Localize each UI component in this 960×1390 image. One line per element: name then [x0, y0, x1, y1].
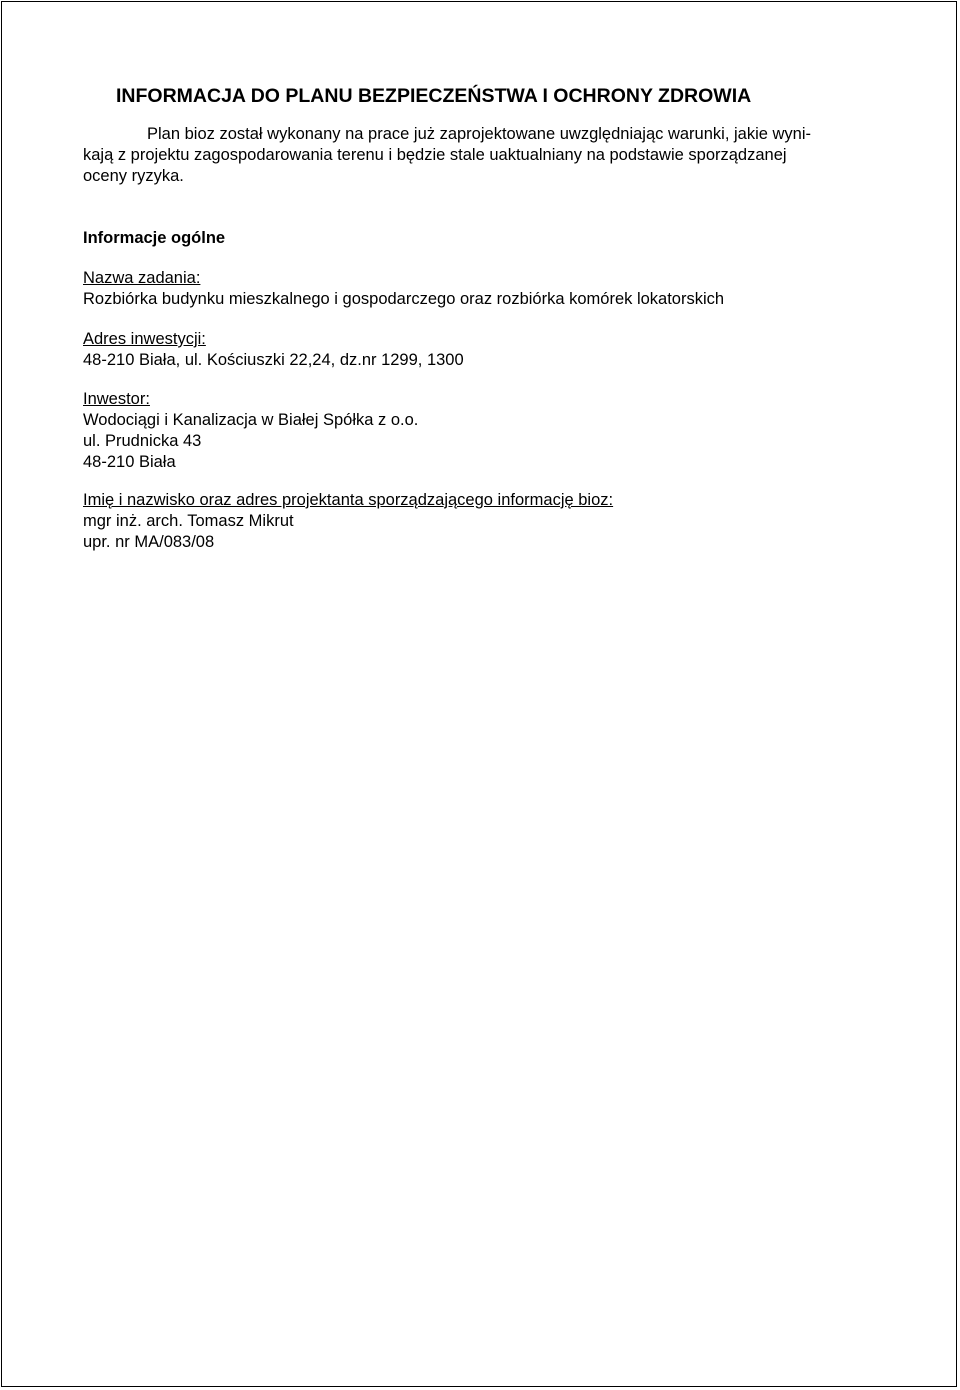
designer-block	[83, 490, 613, 553]
intro-line: oceny ryzyka.	[83, 167, 184, 185]
designer-name: mgr inż. arch. Tomasz Mikrut	[83, 512, 294, 530]
designer-label: Imię i nazwisko oraz adres projektanta sporządzającego informację bioz:	[83, 491, 614, 509]
investor-label: Inwestor:	[83, 390, 150, 408]
task-name-block	[83, 268, 724, 310]
investor-block	[83, 389, 418, 473]
investment-address-value: 48-210 Biała, ul. Kościuszki 22,24, dz.nr 1299, 1300	[83, 351, 464, 369]
investment-address-block	[83, 329, 464, 371]
investor-city: 48-210 Biała	[83, 453, 176, 471]
investor-street: ul. Prudnicka 43	[83, 432, 202, 450]
investment-address-label: Adres inwestycji:	[83, 330, 206, 348]
intro-line: kają z projektu zagospodarowania terenu i będzie stale uaktualniany na podstawie sporządzanej	[83, 146, 787, 164]
task-name-value: Rozbiórka budynku mieszkalnego i gospodarczego oraz rozbiórka komórek lokatorskich	[83, 290, 725, 308]
page-border	[1, 1, 957, 1387]
task-name-label: Nazwa zadania:	[83, 269, 201, 287]
investor-name: Wodociągi i Kanalizacja w Białej Spółka z o.o.	[83, 411, 419, 429]
intro-paragraph	[83, 124, 843, 187]
designer-license: upr. nr MA/083/08	[83, 533, 215, 551]
intro-line: Plan bioz został wykonany na prace już zaprojektowane uwzględniając warunki, jakie wyni-	[147, 125, 812, 143]
section-heading-general-info: Informacje ogólne	[83, 229, 226, 247]
document-title: INFORMACJA DO PLANU BEZPIECZEŃSTWA I OCHRONY ZDROWIA	[116, 85, 752, 107]
